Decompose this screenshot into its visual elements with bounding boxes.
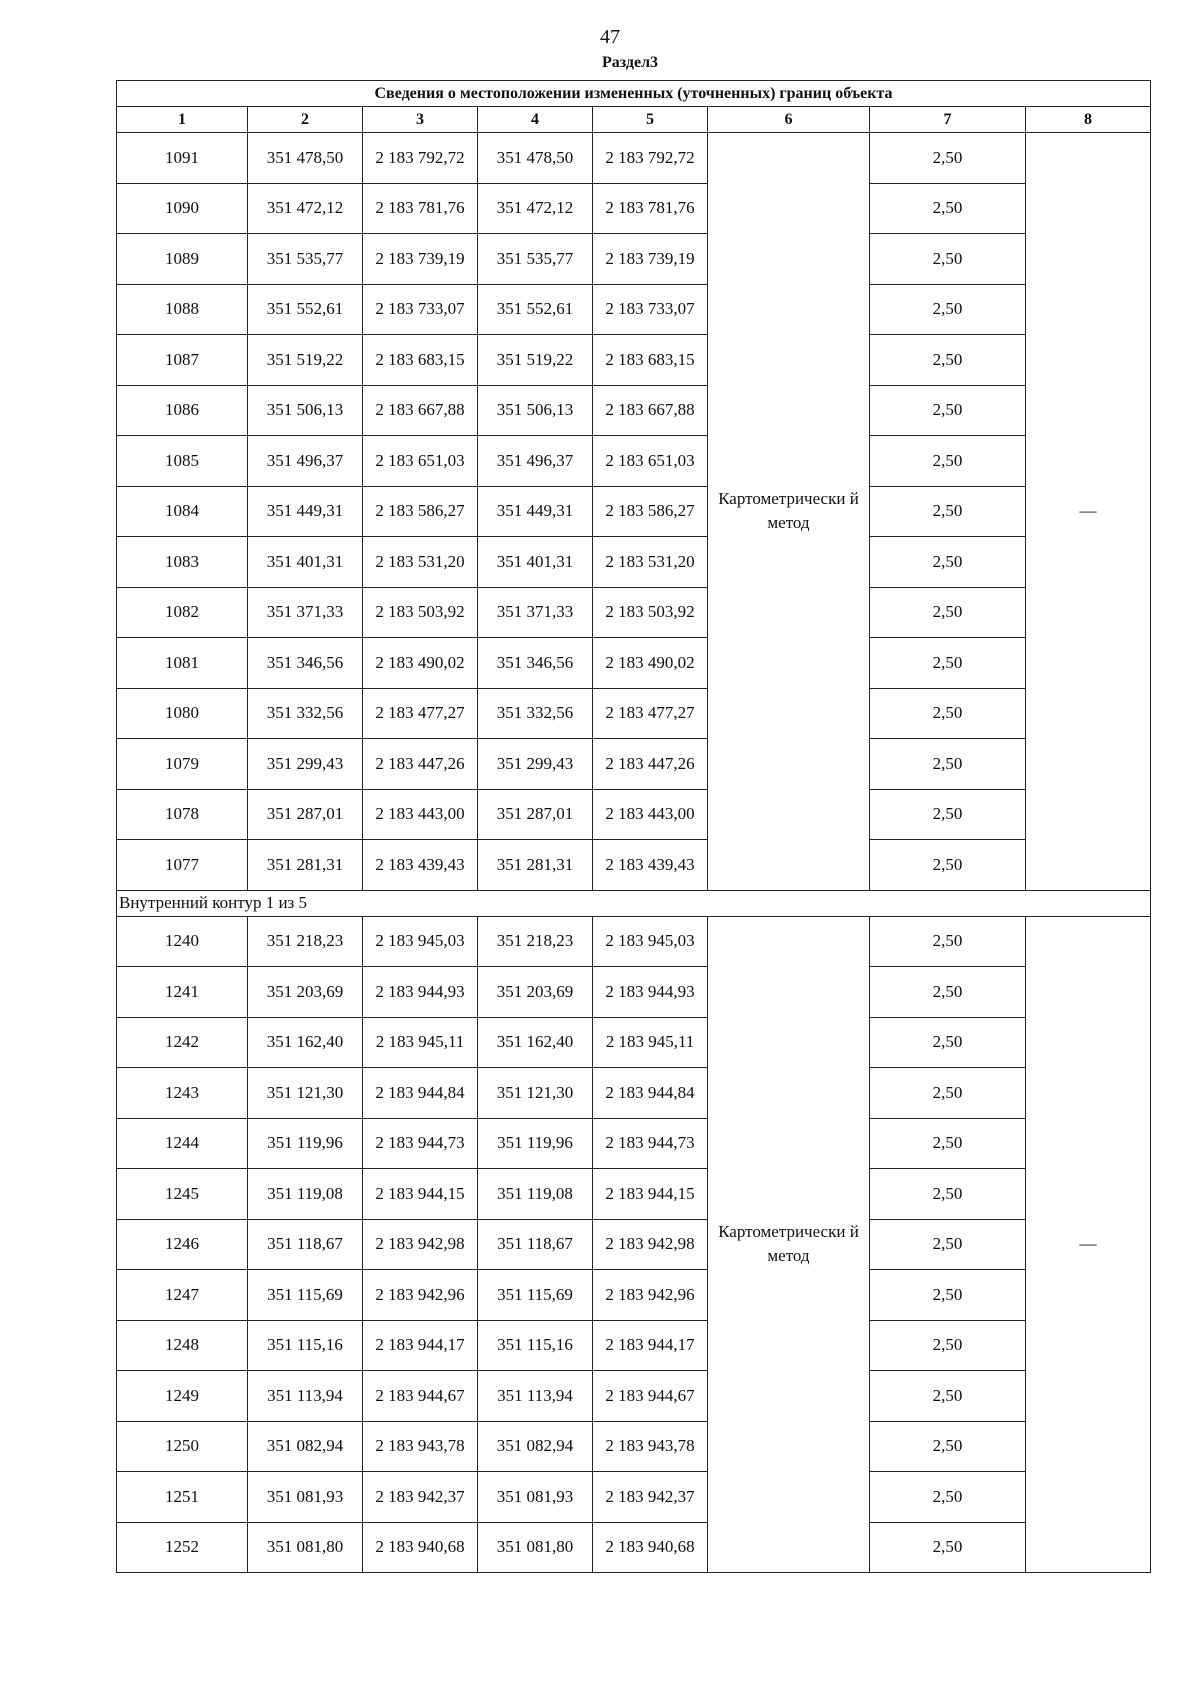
point-number-cell: 1078 <box>117 789 248 840</box>
coord-y-cell: 2 183 945,03 <box>593 916 708 967</box>
coord-x-cell: 351 552,61 <box>478 284 593 335</box>
coord-y-cell: 2 183 531,20 <box>593 537 708 588</box>
accuracy-cell: 2,50 <box>870 916 1026 967</box>
table-row <box>117 385 1151 436</box>
coord-y-cell: 2 183 944,67 <box>363 1371 478 1422</box>
coord-y-cell: 2 183 683,15 <box>593 335 708 386</box>
table-row <box>117 133 1151 184</box>
point-number-cell: 1244 <box>117 1118 248 1169</box>
column-number: 3 <box>363 107 478 133</box>
coord-y-cell: 2 183 942,98 <box>593 1219 708 1270</box>
coord-x-cell: 351 115,16 <box>478 1320 593 1371</box>
table-row <box>117 537 1151 588</box>
table-row <box>117 1219 1151 1270</box>
column-number: 5 <box>593 107 708 133</box>
coord-y-cell: 2 183 477,27 <box>363 688 478 739</box>
coord-x-cell: 351 119,08 <box>478 1169 593 1220</box>
coord-x-cell: 351 371,33 <box>478 587 593 638</box>
accuracy-cell: 2,50 <box>870 133 1026 184</box>
coord-x-cell: 351 496,37 <box>248 436 363 487</box>
coord-x-cell: 351 119,96 <box>248 1118 363 1169</box>
point-number-cell: 1080 <box>117 688 248 739</box>
coord-y-cell: 2 183 667,88 <box>363 385 478 436</box>
coord-x-cell: 351 299,43 <box>478 739 593 790</box>
coord-y-cell: 2 183 944,67 <box>593 1371 708 1422</box>
coord-x-cell: 351 203,69 <box>478 967 593 1018</box>
accuracy-cell: 2,50 <box>870 1169 1026 1220</box>
coord-x-cell: 351 472,12 <box>248 183 363 234</box>
coord-x-cell: 351 535,77 <box>478 234 593 285</box>
table-row <box>117 789 1151 840</box>
accuracy-cell: 2,50 <box>870 840 1026 891</box>
coord-x-cell: 351 115,69 <box>478 1270 593 1321</box>
accuracy-cell: 2,50 <box>870 1522 1026 1573</box>
coord-y-cell: 2 183 531,20 <box>363 537 478 588</box>
point-number-cell: 1087 <box>117 335 248 386</box>
table-row <box>117 688 1151 739</box>
coord-x-cell: 351 115,69 <box>248 1270 363 1321</box>
coord-y-cell: 2 183 943,78 <box>593 1421 708 1472</box>
table-row <box>117 1421 1151 1472</box>
coord-y-cell: 2 183 439,43 <box>363 840 478 891</box>
coord-y-cell: 2 183 503,92 <box>363 587 478 638</box>
coord-y-cell: 2 183 944,84 <box>593 1068 708 1119</box>
coord-x-cell: 351 496,37 <box>478 436 593 487</box>
table-row <box>117 1017 1151 1068</box>
point-number-cell: 1085 <box>117 436 248 487</box>
point-number-cell: 1251 <box>117 1472 248 1523</box>
coord-y-cell: 2 183 490,02 <box>593 638 708 689</box>
coord-y-cell: 2 183 733,07 <box>363 284 478 335</box>
table-row <box>117 638 1151 689</box>
coord-x-cell: 351 121,30 <box>478 1068 593 1119</box>
point-number-cell: 1084 <box>117 486 248 537</box>
coord-y-cell: 2 183 439,43 <box>593 840 708 891</box>
section-title: Раздел3 <box>601 54 659 71</box>
accuracy-cell: 2,50 <box>870 1270 1026 1321</box>
coord-y-cell: 2 183 944,17 <box>363 1320 478 1371</box>
coord-x-cell: 351 506,13 <box>478 385 593 436</box>
accuracy-cell: 2,50 <box>870 1472 1026 1523</box>
coord-x-cell: 351 478,50 <box>478 133 593 184</box>
accuracy-cell: 2,50 <box>870 537 1026 588</box>
column-number: 4 <box>478 107 593 133</box>
coord-y-cell: 2 183 733,07 <box>593 284 708 335</box>
point-number-cell: 1252 <box>117 1522 248 1573</box>
accuracy-cell: 2,50 <box>870 1219 1026 1270</box>
column-number: 7 <box>870 107 1026 133</box>
table-row <box>117 967 1151 1018</box>
coord-y-cell: 2 183 944,73 <box>593 1118 708 1169</box>
coord-y-cell: 2 183 940,68 <box>593 1522 708 1573</box>
coord-x-cell: 351 119,08 <box>248 1169 363 1220</box>
coord-x-cell: 351 082,94 <box>248 1421 363 1472</box>
coord-y-cell: 2 183 945,11 <box>593 1017 708 1068</box>
accuracy-cell: 2,50 <box>870 385 1026 436</box>
coord-y-cell: 2 183 651,03 <box>593 436 708 487</box>
accuracy-cell: 2,50 <box>870 1371 1026 1422</box>
table-row <box>117 1472 1151 1523</box>
table-row <box>117 486 1151 537</box>
coord-y-cell: 2 183 942,37 <box>363 1472 478 1523</box>
accuracy-cell: 2,50 <box>870 1017 1026 1068</box>
coord-x-cell: 351 082,94 <box>478 1421 593 1472</box>
table-row <box>117 1320 1151 1371</box>
coord-y-cell: 2 183 781,76 <box>593 183 708 234</box>
boundary-coordinates-table <box>116 80 1151 1573</box>
point-number-cell: 1250 <box>117 1421 248 1472</box>
accuracy-cell: 2,50 <box>870 486 1026 537</box>
column-number: 8 <box>1026 107 1151 133</box>
coord-y-cell: 2 183 942,37 <box>593 1472 708 1523</box>
coord-x-cell: 351 478,50 <box>248 133 363 184</box>
point-number-cell: 1242 <box>117 1017 248 1068</box>
coord-y-cell: 2 183 586,27 <box>363 486 478 537</box>
accuracy-cell: 2,50 <box>870 335 1026 386</box>
coord-x-cell: 351 449,31 <box>248 486 363 537</box>
coord-y-cell: 2 183 942,96 <box>593 1270 708 1321</box>
table-row <box>117 284 1151 335</box>
accuracy-cell: 2,50 <box>870 1421 1026 1472</box>
coord-x-cell: 351 118,67 <box>248 1219 363 1270</box>
accuracy-cell: 2,50 <box>870 739 1026 790</box>
coord-y-cell: 2 183 945,11 <box>363 1017 478 1068</box>
coord-x-cell: 351 113,94 <box>248 1371 363 1422</box>
coord-x-cell: 351 371,33 <box>248 587 363 638</box>
coord-x-cell: 351 535,77 <box>248 234 363 285</box>
table-row <box>117 1522 1151 1573</box>
coord-x-cell: 351 552,61 <box>248 284 363 335</box>
coord-x-cell: 351 162,40 <box>248 1017 363 1068</box>
coord-x-cell: 351 287,01 <box>248 789 363 840</box>
table-row <box>117 739 1151 790</box>
point-number-cell: 1082 <box>117 587 248 638</box>
accuracy-cell: 2,50 <box>870 638 1026 689</box>
point-number-cell: 1091 <box>117 133 248 184</box>
coord-x-cell: 351 519,22 <box>478 335 593 386</box>
coord-y-cell: 2 183 944,17 <box>593 1320 708 1371</box>
method-cell: Картометрически й метод <box>708 133 870 891</box>
column-number: 1 <box>117 107 248 133</box>
coord-x-cell: 351 081,80 <box>478 1522 593 1573</box>
table-row <box>117 234 1151 285</box>
coord-x-cell: 351 332,56 <box>248 688 363 739</box>
accuracy-cell: 2,50 <box>870 183 1026 234</box>
accuracy-cell: 2,50 <box>870 587 1026 638</box>
table-row <box>117 840 1151 891</box>
column-8-dash-cell: — <box>1026 916 1151 1573</box>
point-number-cell: 1241 <box>117 967 248 1018</box>
coord-y-cell: 2 183 940,68 <box>363 1522 478 1573</box>
coord-x-cell: 351 472,12 <box>478 183 593 234</box>
accuracy-cell: 2,50 <box>870 436 1026 487</box>
coord-x-cell: 351 218,23 <box>478 916 593 967</box>
column-number: 2 <box>248 107 363 133</box>
coord-y-cell: 2 183 944,93 <box>593 967 708 1018</box>
table-row <box>117 1169 1151 1220</box>
coord-y-cell: 2 183 586,27 <box>593 486 708 537</box>
coord-y-cell: 2 183 447,26 <box>363 739 478 790</box>
table-row <box>117 183 1151 234</box>
table-row <box>117 916 1151 967</box>
point-number-cell: 1083 <box>117 537 248 588</box>
table-row <box>117 335 1151 386</box>
point-number-cell: 1079 <box>117 739 248 790</box>
point-number-cell: 1249 <box>117 1371 248 1422</box>
point-number-cell: 1077 <box>117 840 248 891</box>
point-number-cell: 1089 <box>117 234 248 285</box>
coord-y-cell: 2 183 944,73 <box>363 1118 478 1169</box>
coord-x-cell: 351 081,93 <box>248 1472 363 1523</box>
coord-x-cell: 351 119,96 <box>478 1118 593 1169</box>
coord-x-cell: 351 449,31 <box>478 486 593 537</box>
table-body <box>117 133 1151 1573</box>
accuracy-cell: 2,50 <box>870 967 1026 1018</box>
coord-x-cell: 351 401,31 <box>478 537 593 588</box>
table-row <box>117 1118 1151 1169</box>
accuracy-cell: 2,50 <box>870 1068 1026 1119</box>
coord-y-cell: 2 183 944,15 <box>363 1169 478 1220</box>
coord-x-cell: 351 218,23 <box>248 916 363 967</box>
coord-x-cell: 351 346,56 <box>478 638 593 689</box>
point-number-cell: 1246 <box>117 1219 248 1270</box>
accuracy-cell: 2,50 <box>870 1320 1026 1371</box>
coord-y-cell: 2 183 503,92 <box>593 587 708 638</box>
coord-x-cell: 351 121,30 <box>248 1068 363 1119</box>
coord-y-cell: 2 183 943,78 <box>363 1421 478 1472</box>
table-row <box>117 1068 1151 1119</box>
coord-x-cell: 351 281,31 <box>478 840 593 891</box>
column-number: 6 <box>708 107 870 133</box>
coord-x-cell: 351 081,80 <box>248 1522 363 1573</box>
coord-y-cell: 2 183 945,03 <box>363 916 478 967</box>
point-number-cell: 1240 <box>117 916 248 967</box>
accuracy-cell: 2,50 <box>870 1118 1026 1169</box>
coord-y-cell: 2 183 781,76 <box>363 183 478 234</box>
coord-y-cell: 2 183 739,19 <box>363 234 478 285</box>
coord-y-cell: 2 183 443,00 <box>593 789 708 840</box>
point-number-cell: 1245 <box>117 1169 248 1220</box>
coord-y-cell: 2 183 443,00 <box>363 789 478 840</box>
table-caption: Сведения о местоположении измененных (уточненных) границ объекта <box>117 81 1151 107</box>
method-cell: Картометрически й метод <box>708 916 870 1573</box>
coord-x-cell: 351 113,94 <box>478 1371 593 1422</box>
point-number-cell: 1243 <box>117 1068 248 1119</box>
coord-x-cell: 351 081,93 <box>478 1472 593 1523</box>
coord-y-cell: 2 183 944,93 <box>363 967 478 1018</box>
coord-y-cell: 2 183 739,19 <box>593 234 708 285</box>
coord-y-cell: 2 183 651,03 <box>363 436 478 487</box>
coord-x-cell: 351 332,56 <box>478 688 593 739</box>
coord-x-cell: 351 162,40 <box>478 1017 593 1068</box>
table-row <box>117 587 1151 638</box>
coord-y-cell: 2 183 942,96 <box>363 1270 478 1321</box>
accuracy-cell: 2,50 <box>870 688 1026 739</box>
contour-label: Внутренний контур 1 из 5 <box>117 890 1151 916</box>
point-number-cell: 1088 <box>117 284 248 335</box>
table-row <box>117 436 1151 487</box>
point-number-cell: 1247 <box>117 1270 248 1321</box>
coord-y-cell: 2 183 683,15 <box>363 335 478 386</box>
page-number: 47 <box>600 26 620 48</box>
coord-y-cell: 2 183 792,72 <box>363 133 478 184</box>
coord-x-cell: 351 401,31 <box>248 537 363 588</box>
coord-y-cell: 2 183 792,72 <box>593 133 708 184</box>
table-row <box>117 1371 1151 1422</box>
accuracy-cell: 2,50 <box>870 789 1026 840</box>
point-number-cell: 1081 <box>117 638 248 689</box>
coord-x-cell: 351 118,67 <box>478 1219 593 1270</box>
coord-y-cell: 2 183 942,98 <box>363 1219 478 1270</box>
accuracy-cell: 2,50 <box>870 284 1026 335</box>
coord-x-cell: 351 519,22 <box>248 335 363 386</box>
point-number-cell: 1086 <box>117 385 248 436</box>
coord-y-cell: 2 183 944,84 <box>363 1068 478 1119</box>
coord-y-cell: 2 183 667,88 <box>593 385 708 436</box>
column-8-dash-cell: — <box>1026 133 1151 891</box>
point-number-cell: 1090 <box>117 183 248 234</box>
table-row <box>117 1270 1151 1321</box>
coord-x-cell: 351 203,69 <box>248 967 363 1018</box>
coord-y-cell: 2 183 447,26 <box>593 739 708 790</box>
point-number-cell: 1248 <box>117 1320 248 1371</box>
coord-x-cell: 351 115,16 <box>248 1320 363 1371</box>
coord-x-cell: 351 287,01 <box>478 789 593 840</box>
coord-x-cell: 351 506,13 <box>248 385 363 436</box>
coord-y-cell: 2 183 490,02 <box>363 638 478 689</box>
coord-y-cell: 2 183 944,15 <box>593 1169 708 1220</box>
accuracy-cell: 2,50 <box>870 234 1026 285</box>
coord-x-cell: 351 346,56 <box>248 638 363 689</box>
coord-y-cell: 2 183 477,27 <box>593 688 708 739</box>
coord-x-cell: 351 299,43 <box>248 739 363 790</box>
contour-label-row <box>117 890 1151 916</box>
coord-x-cell: 351 281,31 <box>248 840 363 891</box>
